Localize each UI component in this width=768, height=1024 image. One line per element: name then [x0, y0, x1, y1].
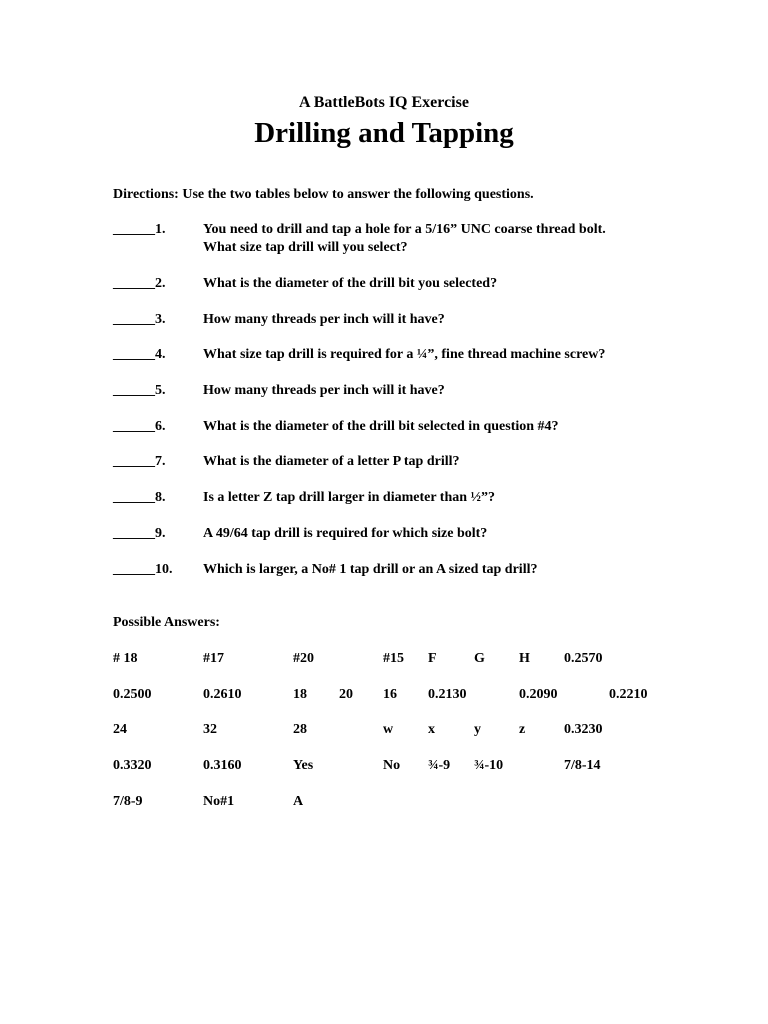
answer-cell: No#1	[203, 794, 235, 809]
answer-cell: F	[428, 651, 437, 666]
question-5-blank[interactable]: ______5.	[113, 383, 166, 398]
answer-cell: #15	[383, 651, 404, 666]
question-8-blank[interactable]: ______8.	[113, 490, 166, 505]
answer-cell: y	[474, 722, 481, 737]
answer-cell: 7/8-14	[564, 758, 601, 773]
page-title: Drilling and Tapping	[254, 117, 514, 149]
answer-cell: 0.2130	[428, 687, 467, 702]
answer-cell: 24	[113, 722, 127, 737]
answer-cell: 0.3320	[113, 758, 152, 773]
answer-cell: 18	[293, 687, 307, 702]
question-6-blank[interactable]: ______6.	[113, 419, 166, 434]
question-8-text: Is a letter Z tap drill larger in diameter than ½”?	[203, 490, 496, 505]
question-9-text: A 49/64 tap drill is required for which size bolt?	[203, 526, 488, 541]
answer-cell: 0.2570	[564, 651, 603, 666]
answer-cell: z	[519, 722, 526, 737]
answer-cell: 0.2090	[519, 687, 558, 702]
question-2-text: What is the diameter of the drill bit you selected?	[203, 276, 498, 291]
question-4-blank[interactable]: ______4.	[113, 347, 166, 362]
answer-cell: A	[293, 794, 304, 809]
answer-cell: 32	[203, 722, 217, 737]
question-7-text: What is the diameter of a letter P tap drill?	[203, 454, 460, 469]
question-10-text: Which is larger, a No# 1 tap drill or an A sized tap drill?	[203, 562, 538, 577]
question-10-blank[interactable]: ______10.	[113, 562, 173, 577]
question-7-blank[interactable]: ______7.	[113, 454, 166, 469]
answer-cell: No	[383, 758, 401, 773]
exercise-subtitle: A BattleBots IQ Exercise	[299, 94, 469, 111]
answer-cell: 0.2500	[113, 687, 152, 702]
answer-cell: #17	[203, 651, 224, 666]
answer-cell: 7/8-9	[113, 794, 143, 809]
answer-cell: G	[474, 651, 485, 666]
answer-cell: H	[519, 651, 530, 666]
answer-cell: 0.3160	[203, 758, 242, 773]
answer-cell: x	[428, 722, 435, 737]
answer-cell: 0.2210	[609, 687, 648, 702]
answer-cell: 16	[383, 687, 397, 702]
question-1-text-line-2: What size tap drill will you select?	[203, 240, 408, 255]
answer-cell: 0.2610	[203, 687, 242, 702]
answers-heading: Possible Answers:	[113, 615, 220, 630]
question-5-text: How many threads per inch will it have?	[203, 383, 445, 398]
question-6-text: What is the diameter of the drill bit selected in question #4?	[203, 419, 559, 434]
question-9-blank[interactable]: ______9.	[113, 526, 166, 541]
answer-cell: 0.3230	[564, 722, 603, 737]
question-4-text: What size tap drill is required for a ¼”, fine thread machine screw?	[203, 347, 606, 362]
question-1-text-line-1: You need to drill and tap a hole for a 5/16” UNC coarse thread bolt.	[203, 222, 606, 237]
answer-cell: 28	[293, 722, 307, 737]
question-1-blank[interactable]: ______1.	[113, 222, 166, 237]
question-2-blank[interactable]: ______2.	[113, 276, 166, 291]
answer-cell: #20	[293, 651, 314, 666]
question-3-text: How many threads per inch will it have?	[203, 312, 445, 327]
question-3-blank[interactable]: ______3.	[113, 312, 166, 327]
directions-text: Directions: Use the two tables below to answer the following questions.	[113, 187, 534, 202]
answer-cell: ¾-10	[474, 758, 504, 773]
answer-cell: Yes	[293, 758, 314, 773]
answer-cell: # 18	[113, 651, 138, 666]
answer-cell: w	[383, 722, 394, 737]
answer-cell: ¾-9	[428, 758, 451, 773]
answer-cell: 20	[339, 687, 353, 702]
